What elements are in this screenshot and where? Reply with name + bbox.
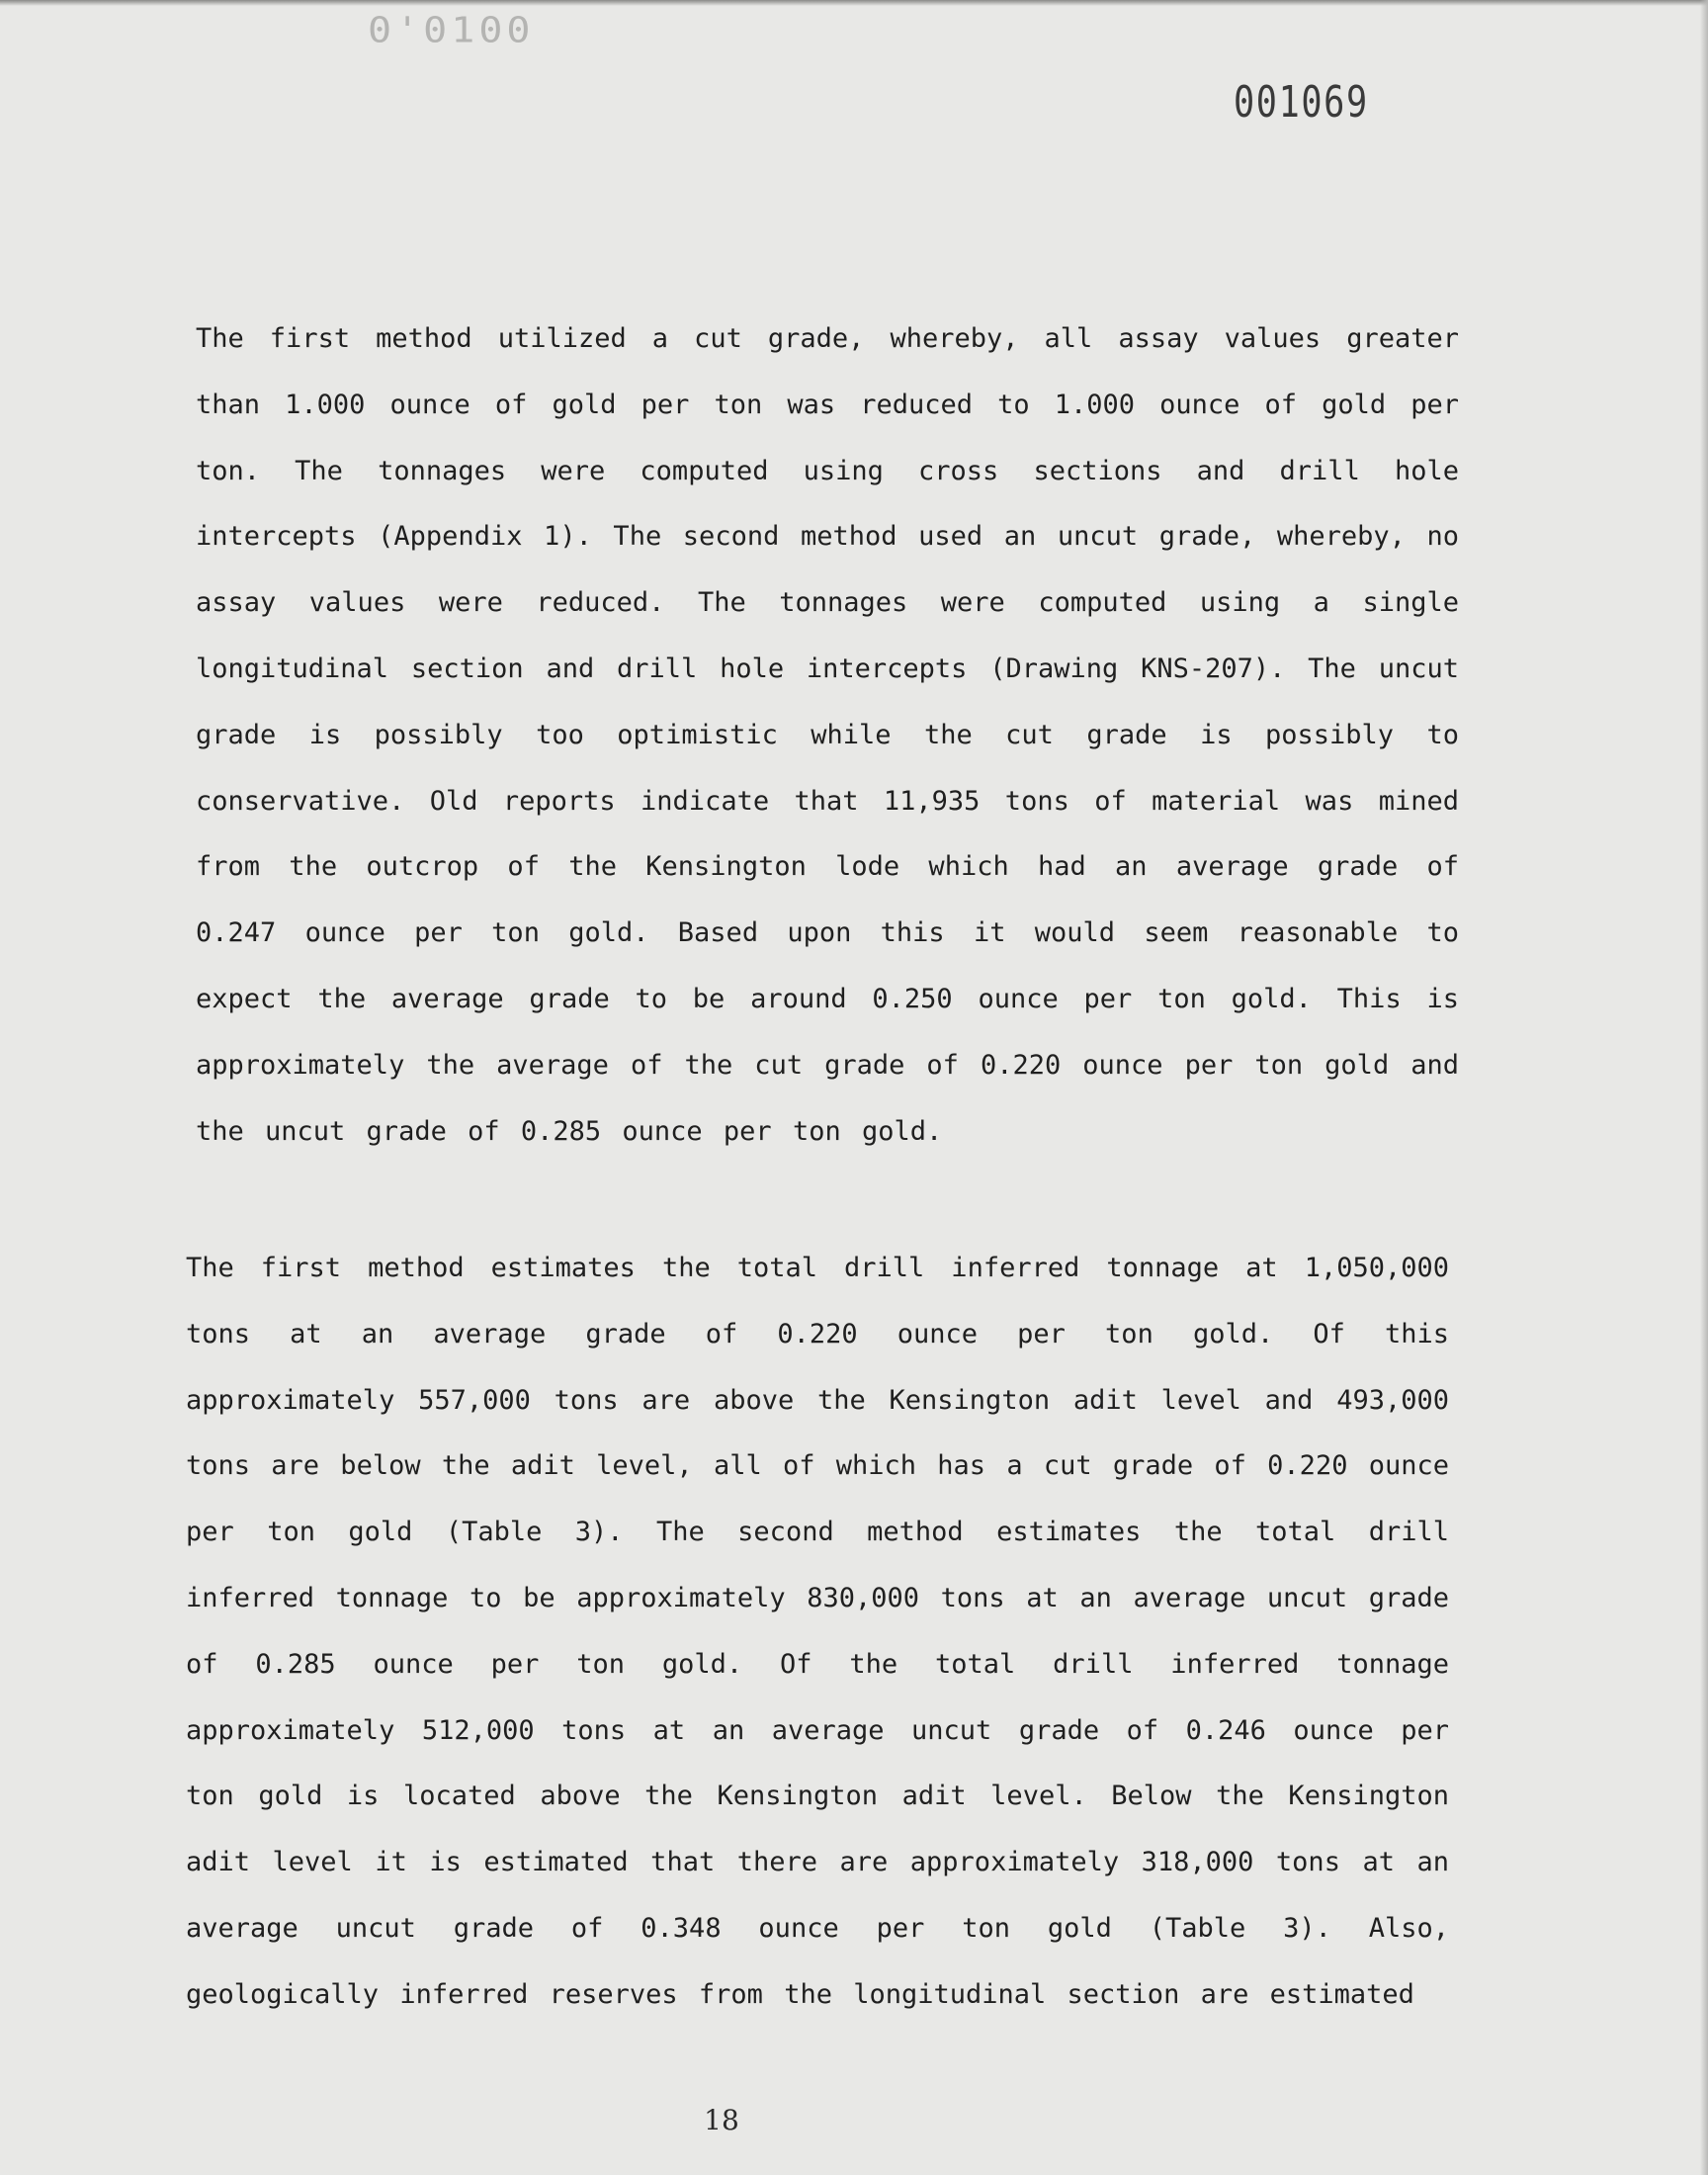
paragraph-tonnage-estimates: The first method estimates the total drill inferred tonnage at 1,050,000 tons at an average grade of 0.220 ounce per ton gold. Of this approximately 557,000 tons are above the Kensington adit level and 493,000 tons are below the adit level, all of which has a cut grade of 0.220 ounce per ton gold (Table 3). The second method estimates the total drill inferred tonnage to be approximately 830,000 tons at an average uncut grade of 0.285 ounce per ton gold. Of the total drill inferred tonnage approximately 512,000 tons at an average uncut grade of 0.246 ounce per ton gold is located above the Kensington adit level. Below the Kensington adit level it is estimated that there are approximately 318,000 tons at an average uncut grade of 0.348 ounce per ton gold (Table 3). Also, geologically inferred reserves from the longitudinal section are estimated bbox=[186, 1253, 1449, 2010]
paragraph-cut-uncut-methods: The first method utilized a cut grade, whereby, all assay values greater than 1.000 ounce of gold per ton was reduced to 1.000 ounce of gold per ton. The tonnages were computed using cross sections and drill hole intercepts (Appendix 1). The second method used an uncut grade, whereby, no assay values were reduced. The tonnages were computed using a single longitudinal section and drill hole intercepts (Drawing KNS-207). The uncut grade is possibly too optimistic while the cut grade is possibly to conservative. Old reports indicate that 11,935 tons of material was mined from the outcrop of the Kensington lode which had an average grade of 0.247 ounce per ton gold. Based upon this it would seem reasonable to expect the average grade to be around 0.250 ounce per ton gold. This is approximately the average of the cut grade of 0.220 ounce per ton gold and the uncut grade of 0.285 ounce per ton gold. bbox=[196, 323, 1459, 1147]
scan-top-edge bbox=[0, 0, 1708, 6]
faint-stamp: 0'0100 bbox=[368, 10, 535, 51]
scan-right-edge bbox=[1700, 0, 1708, 2175]
document-number-stamp: 001069 bbox=[1234, 77, 1369, 128]
page-number: 18 bbox=[704, 2104, 739, 2136]
